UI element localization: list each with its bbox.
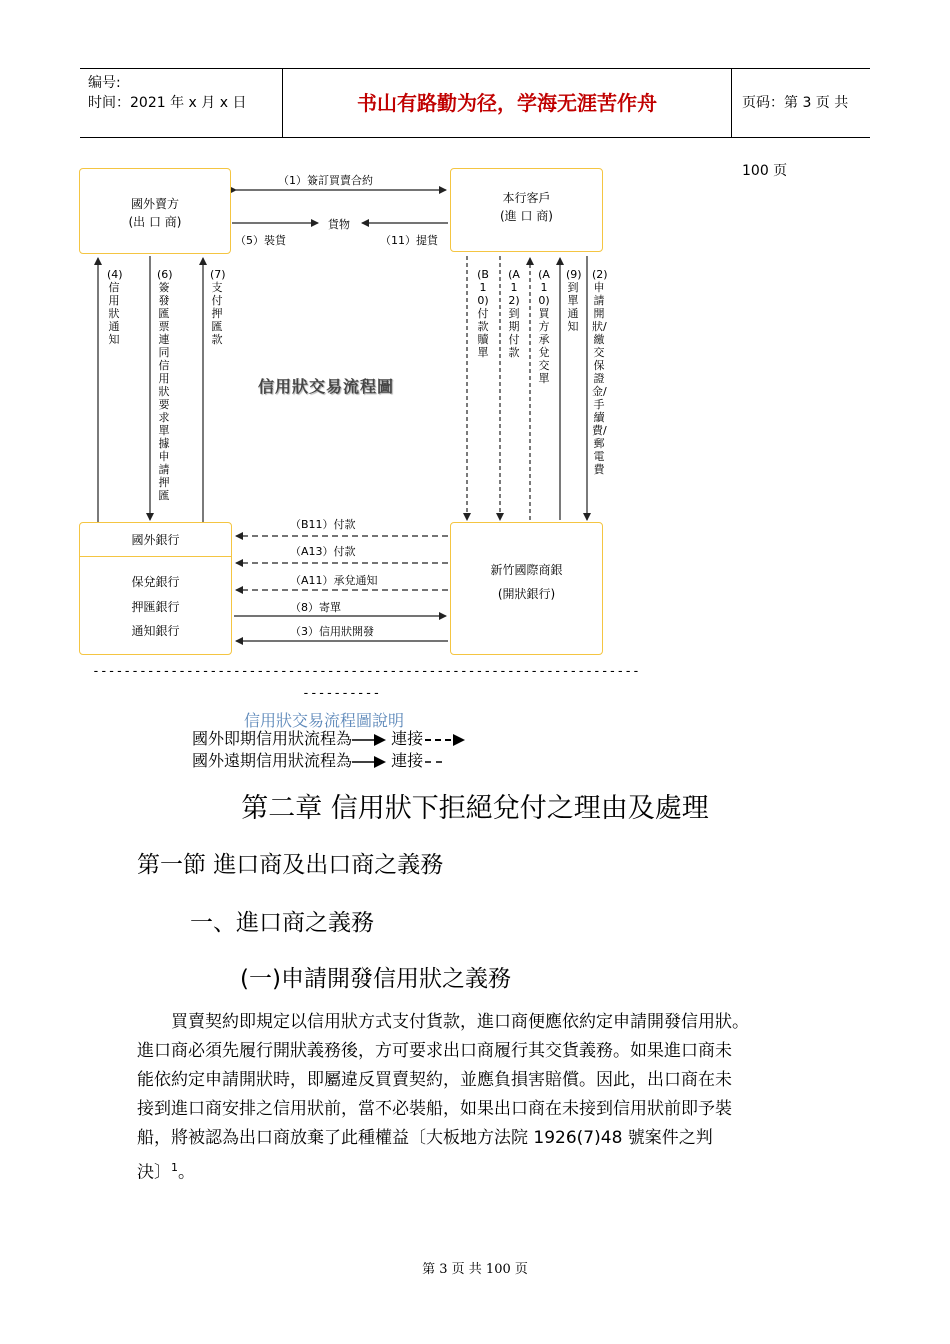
label-pay-negotiation: (7)支付押匯款 <box>210 268 226 346</box>
item-title: (一)申請開發信用狀之義務 <box>240 966 511 992</box>
label-v8: （8）寄單 <box>290 601 341 614</box>
paragraph-line: 決〕 <box>137 1162 171 1183</box>
dashed-arrow-icon <box>423 733 467 747</box>
legend-sight-connect: 連接 <box>391 729 424 748</box>
label-a12: (A12)到期付款 <box>508 268 520 359</box>
exporter-box <box>79 168 231 254</box>
label-a10: (A10)買方承兌交單 <box>538 268 550 385</box>
header-motto: 书山有路勤为径，学海无涯苦作舟 <box>282 69 732 137</box>
issuing-bank-role: (開狀銀行) <box>497 587 556 601</box>
label-v3: （3）信用狀開發 <box>290 625 374 638</box>
separator-dashes-bottom: ---------- <box>302 686 381 701</box>
issuing-bank-box <box>450 522 603 655</box>
label-a11: （A11）承兌通知 <box>290 574 378 587</box>
legend-sight-text: 國外即期信用狀流程為 <box>192 729 353 748</box>
footnote-reference[interactable]: 1 <box>171 1161 178 1174</box>
label-v9: (9)到單通知 <box>566 268 582 333</box>
issuing-bank-label: 新竹國際商銀 <box>490 563 563 577</box>
label-negotiation: (6)簽發匯票連同信用狀要求單據申請押匯 <box>157 268 173 502</box>
importer-role: (進 口 商) <box>500 209 553 223</box>
label-ship: （5）裝貨 <box>235 234 286 247</box>
advising-bank-label: 通知銀行 <box>131 624 180 638</box>
legend-sight <box>192 728 467 750</box>
diagram-caption: 信用狀交易流程圖說明 <box>244 711 405 730</box>
label-pickup: （11）提貨 <box>380 234 438 247</box>
chapter-title: 第二章 信用狀下拒絕兌付之理由及處理 <box>241 793 709 824</box>
exporter-label: 國外賣方 <box>130 197 179 211</box>
label-b11: （B11）付款 <box>290 518 356 531</box>
paragraph-line: 能依約定申請開狀時，即屬違反買賣契約，並應負損害賠償。因此，出口商在未 <box>137 1070 732 1090</box>
paragraph-line-last <box>137 1153 837 1188</box>
dashed-line-icon <box>423 755 451 769</box>
legend-usance <box>192 750 451 772</box>
importer-label: 本行客戶 <box>502 191 551 205</box>
label-b10: (B10)付款贖單 <box>477 268 489 359</box>
paragraph-line: 船，將被認為出口商放棄了此種權益〔大板地方法院 1926(7)48 號案件之判 <box>137 1128 713 1148</box>
legend-usance-connect: 連接 <box>391 751 424 770</box>
paragraph-line: 接到進口商安排之信用狀前，當不必裝船，如果出口商在未接到信用狀前即予裝 <box>137 1099 732 1119</box>
page-footer: 第 3 页 共 100 页 <box>422 1262 528 1277</box>
document-number-label: 编号: <box>88 75 121 91</box>
foreign-bank-divider <box>80 556 231 557</box>
solid-arrow-icon <box>352 733 386 747</box>
label-v2: (2)申請開狀/繳交保證金/手續費/郵電費 <box>592 268 608 476</box>
document-time-label: 时间：2021 年 x 月 x 日 <box>88 95 247 111</box>
solid-arrow-icon <box>352 755 386 769</box>
paragraph-line: 進口商必須先履行開狀義務後，方可要求出口商履行其交貨義務。如果進口商未 <box>137 1041 732 1061</box>
paragraph-end: 。 <box>178 1162 195 1183</box>
separator-dashes-top: ---------------------------------------------------------------------- <box>92 664 640 679</box>
label-a13: （A13）付款 <box>290 545 356 558</box>
section-title: 第一節 進口商及出口商之義務 <box>137 852 444 878</box>
body-paragraph <box>137 1008 837 1188</box>
confirming-bank-label: 保兌銀行 <box>131 575 180 589</box>
label-contract: （1）簽訂買賣合約 <box>278 174 373 187</box>
legend-usance-text: 國外遠期信用狀流程為 <box>192 751 353 770</box>
header-page-info: 页码：第 3 页 共 100 页 <box>742 95 849 179</box>
subsection-title: 一、進口商之義務 <box>190 910 374 936</box>
label-lc-advice: (4)信用狀通知 <box>107 268 123 346</box>
foreign-bank-box <box>79 522 232 655</box>
negotiating-bank-label: 押匯銀行 <box>131 600 180 614</box>
diagram-title: 信用狀交易流程圖 <box>258 377 395 396</box>
importer-box <box>450 168 603 252</box>
label-goods: 貨物 <box>328 218 350 231</box>
foreign-bank-title: 國外銀行 <box>131 533 180 547</box>
exporter-role: (出 口 商) <box>128 215 182 229</box>
paragraph-line: 買賣契約即規定以信用狀方式支付貨款，進口商便應依約定申請開發信用狀。 <box>171 1012 749 1032</box>
